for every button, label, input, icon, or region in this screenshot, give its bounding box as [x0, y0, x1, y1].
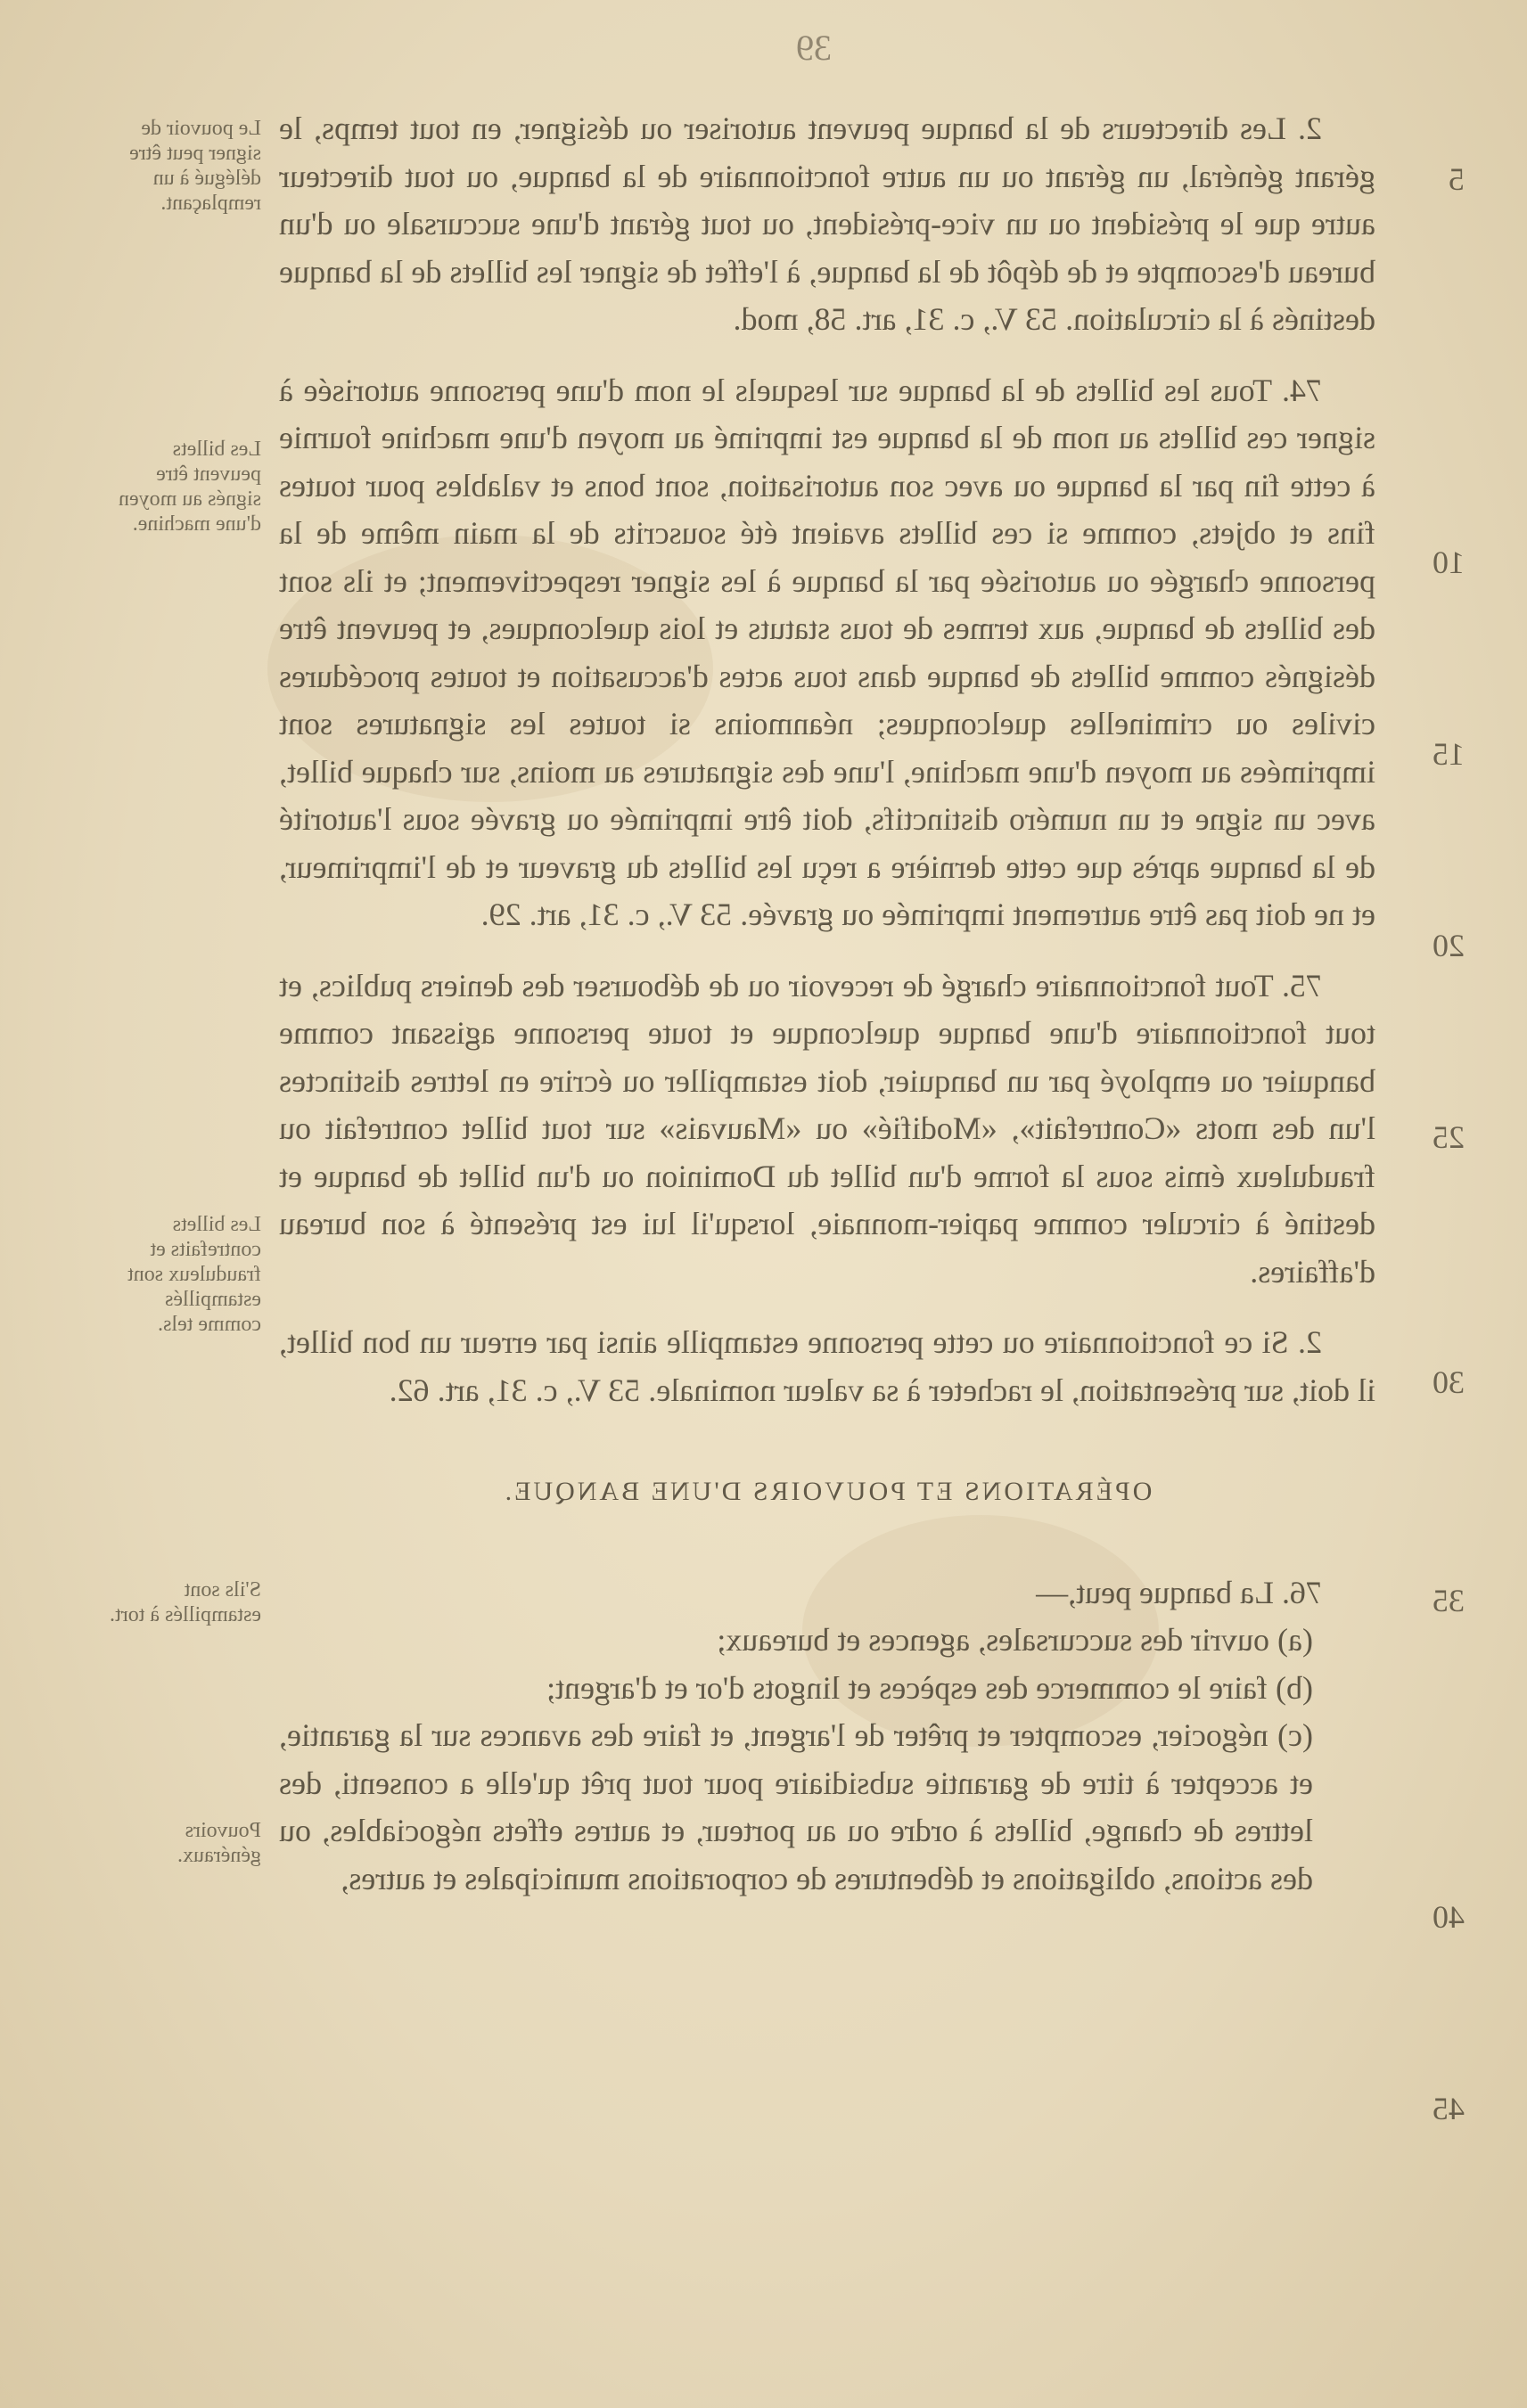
page-number: 39 — [796, 28, 832, 68]
margin-note: Les billets contrefaits et frauduleux sont estampillés comme tels. — [127, 1213, 261, 1336]
list-item: (b) faire le commerce des espèces et lingots d'or et d'argent; — [546, 1669, 1313, 1706]
line-number: 15 — [1433, 736, 1465, 772]
line-number: 35 — [1433, 1583, 1465, 1618]
margin-note: Le pouvoir de signer peut être délégué à un remplaçant. — [129, 117, 261, 215]
paragraph: 2. Les directeurs de la banque peuvent autoriser ou désigner, en tout temps, le gérant général, un gérant ou un autre fonctionnaire de la banque, ou tout directeur autre que le président ou un vice-président, ou tout gérant d'une succursale ou d'un bureau d'escompte et de dépôt de la banque, à l'effet de signer les billets de la banque destinés à la circulation. 53 V., c. 31, art. 58, mod. — [279, 111, 1375, 337]
line-number: 40 — [1433, 1899, 1465, 1935]
section-heading: OPÉRATIONS ET POUVOIRS D'UNE BANQUE. — [502, 1477, 1153, 1506]
margin-note: Les billets peuvent être signés au moyen d'une machine. — [119, 438, 261, 536]
section-intro: 76. La banque peut,— — [1036, 1574, 1322, 1610]
line-number: 10 — [1433, 545, 1465, 580]
paragraph: 74. Tous les billets de la banque sur lesquels le nom d'une personne autorisée à signer ces billets au nom de la banque est imprimé au moyen d'une machine fournie à cette fin par la banque ou avec son autorisation, sont bons et valables pour toutes fins et objets, comme si ces billets avaient été souscrits de la main même de la personne chargée ou autorisée par la banque à les signer respectivement; et ils sont des billets de banque, aux termes de tous statuts et lois quelconques, et peuvent être désignés comme billets de banque dans tous actes d'accusation et toutes procédures civiles ou criminelles quelconques; néanmoins si toutes les signatures sont imprimées au moyen d'une machine, l'une des signatures au moins, sur chaque billet, avec un signe et un numéro distinctifs, doit être imprimée ou gravée sous l'autorité de la banque après que cette dernière a reçu les billets du graveur et de l'imprimeur, et ne doit pas être autrement imprimée ou gravée. 53 V., c. 31, art. 29. — [279, 372, 1375, 932]
list-item: (a) ouvrir des succursales, agences et bureaux; — [717, 1622, 1313, 1658]
line-number: 20 — [1433, 928, 1465, 963]
paragraph: 75. Tout fonctionnaire chargé de recevoir ou de débourser des deniers publics, et tout fonctionnaire d'une banque quelconque et toute personne agissant comme banquier ou employé par un banquier, doit estampiller ou écrire en lettres distinctes l'un des mots «Contrefait», «Modifié» ou «Mauvais» sur tout billet contrefait ou frauduleux émis sous la forme d'un billet du Dominion ou d'un billet de banque et destiné à circuler comme papier-monnaie, lorsqu'il lui est présenté à son bureau d'affaires. — [279, 967, 1375, 1290]
paragraph: 2. Si ce fonctionnaire ou cette personne estampille ainsi par erreur un bon billet, il doit, sur présentation, le racheter à sa valeur nominale. 53 V., c. 31, art. 62. — [279, 1324, 1375, 1408]
line-number: 25 — [1433, 1119, 1465, 1155]
margin-note: Pouvoirs généraux. — [177, 1819, 261, 1867]
line-number: 45 — [1433, 2091, 1465, 2126]
text-column — [279, 105, 1375, 1903]
line-number: 5 — [1449, 161, 1465, 197]
line-number: 30 — [1433, 1364, 1465, 1400]
list-item: (c) négocier, escompter et prêter de l'argent, et faire des avances sur la garantie, et accepter à titre de garantie subsidiaire pour tout prêt qu'elle a consenti, des lettres de change, billets à ordre ou au porteur, et autres effets négociables, ou des actions, obligations et débentures de corporations municipales et autres, — [279, 1717, 1313, 1896]
margin-note: S'ils sont estampillés à tort. — [110, 1578, 261, 1626]
